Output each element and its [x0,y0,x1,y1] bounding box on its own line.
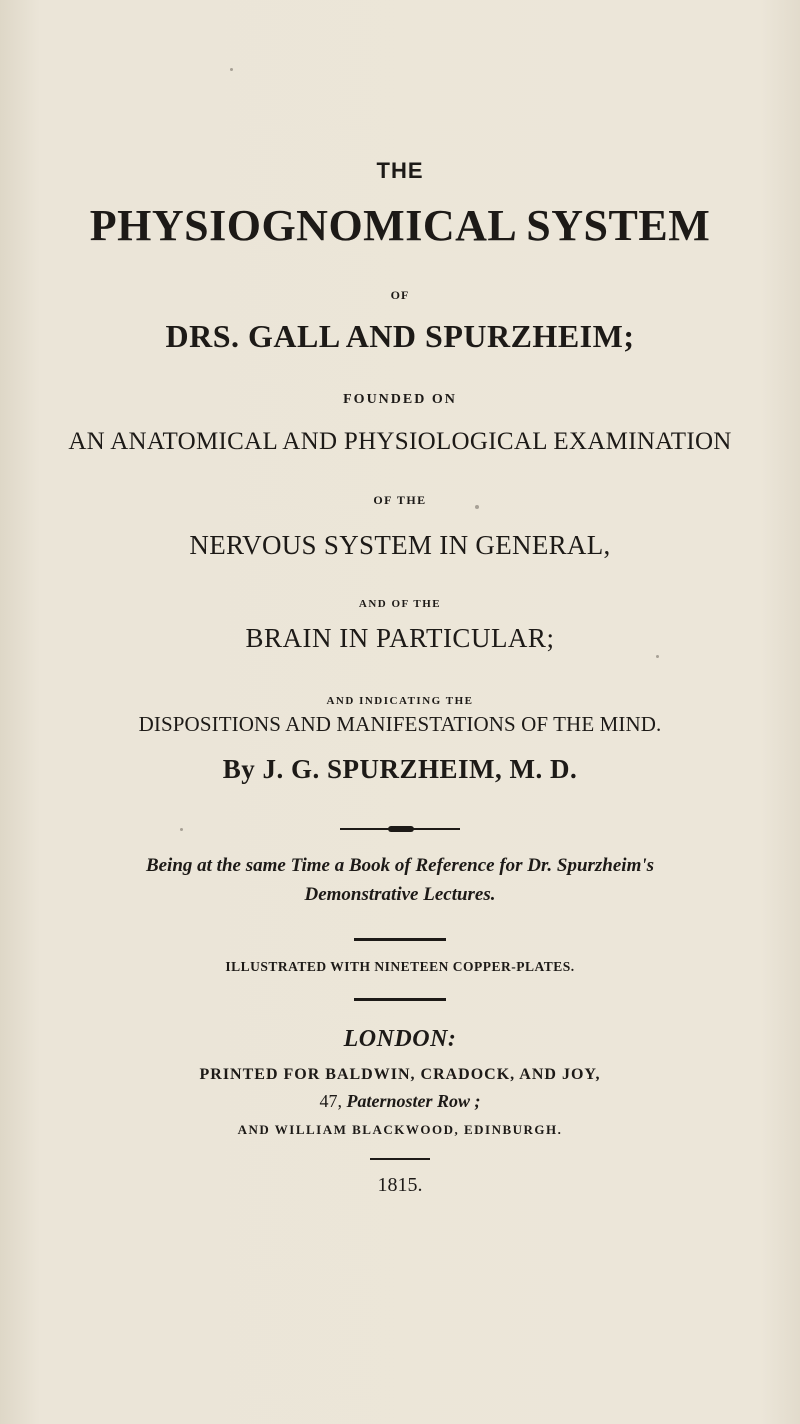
imprint-printed-for: PRINTED FOR BALDWIN, CRADOCK, AND JOY, [199,1066,601,1083]
brain-line: BRAIN IN PARTICULAR; [245,623,555,653]
rule-above-year [370,1158,430,1160]
paper-speck [230,68,233,71]
and-of-the: AND OF THE [358,598,442,610]
title-of: OF [390,288,410,302]
anatomical-line: AN ANATOMICAL AND PHYSIOLOGICAL EXAMINATION [68,428,732,455]
imprint-city: LONDON: [343,1026,457,1052]
byline: By J. G. SPURZHEIM, M. D. [222,754,578,784]
subtitle-line-1: Being at the same Time a Book of Reference for Dr. Spurzheim's [145,855,655,876]
rule-above-illustrated [354,938,446,941]
nervous-system-line: NERVOUS SYSTEM IN GENERAL, [189,530,611,560]
main-title: PHYSIOGNOMICAL SYSTEM [89,201,711,250]
authors-line: DRS. GALL AND SPURZHEIM; [165,318,635,354]
imprint-blackwood: AND WILLIAM BLACKWOOD, EDINBURGH. [237,1122,563,1137]
founded-on: FOUNDED ON [343,392,457,407]
address-number: 47, [319,1091,342,1111]
and-indicating-the: AND INDICATING THE [326,695,474,707]
of-the: OF THE [373,493,427,507]
dispositions-line: DISPOSITIONS AND MANIFESTATIONS OF THE MIND. [138,712,662,736]
paper-speck [475,505,479,509]
illustrated-line: ILLUSTRATED WITH NINETEEN COPPER-PLATES. [225,959,575,974]
paper-speck [180,828,183,831]
address-street: Paternoster Row ; [346,1091,481,1111]
paper-speck [656,655,659,658]
publication-year: 1815. [377,1174,423,1196]
ornament-rule [340,826,460,832]
subtitle-line-2: Demonstrative Lectures. [304,884,496,905]
title-the: THE [376,158,424,183]
imprint-address [0,1091,800,1112]
rule-below-illustrated [354,998,446,1001]
